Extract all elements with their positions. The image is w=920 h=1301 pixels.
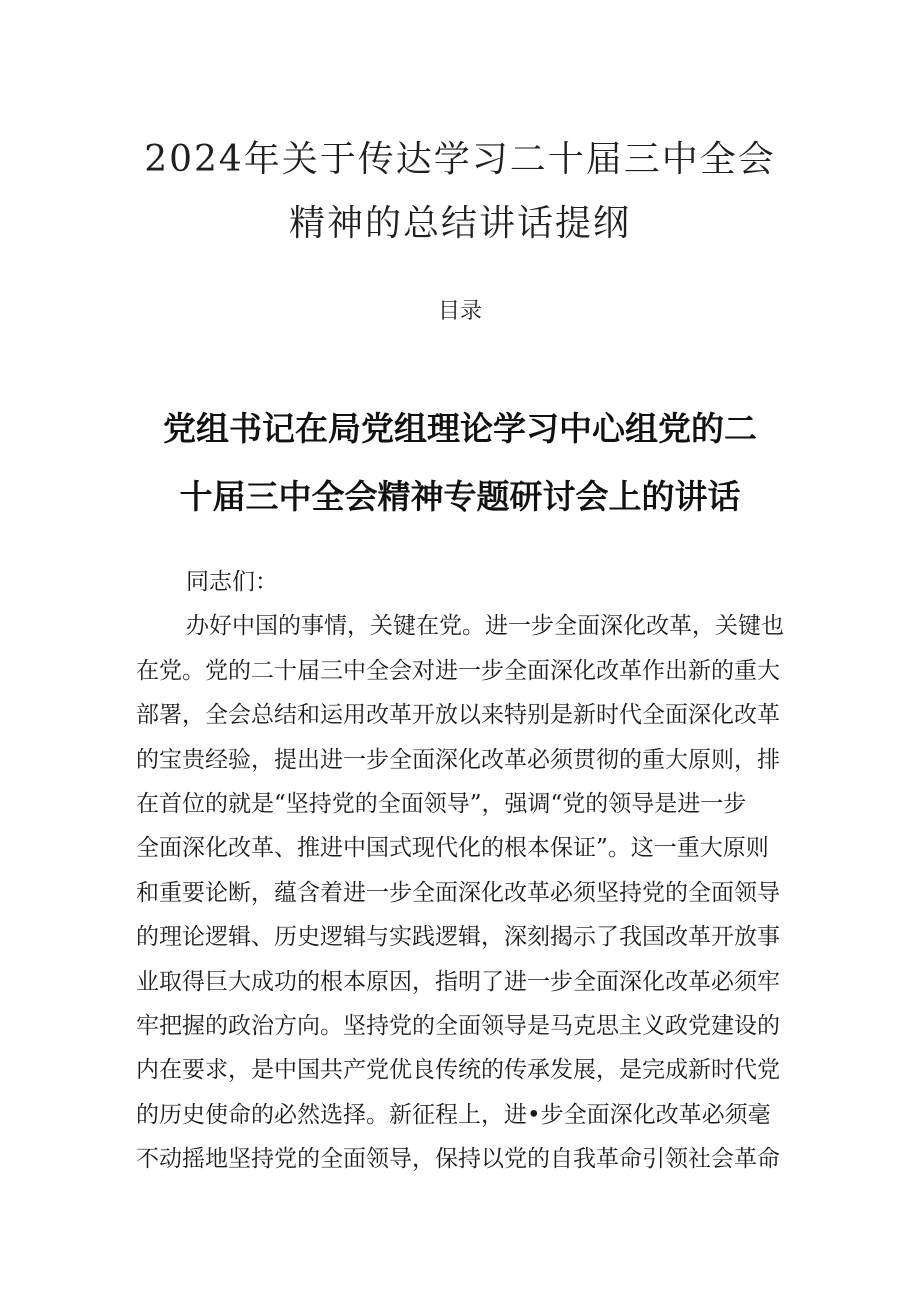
speech-title [0, 395, 920, 531]
paragraph-line: 的历史使命的必然选择。新征程上，进•步全面深化改革必须毫 [136, 1101, 771, 1128]
paragraph-line: 在首位的就是“坚持党的全面领导”，强调“党的领导是进一步 [136, 790, 747, 817]
paragraph-line: 全面深化改革、推进中国式现代化的根本保证”。这一重大原则 [136, 835, 769, 862]
greeting: 同志们： [186, 569, 278, 595]
paragraph-line: 业取得巨大成功的根本原因，指明了进一步全面深化改革必须牢 [136, 968, 780, 995]
speech-body [136, 560, 784, 1181]
paragraph-line: 内在要求，是中国共产党优良传统的传承发展，是完成新时代党 [136, 1057, 780, 1084]
document-title [0, 128, 920, 256]
speech-title-line: 十届三中全会精神专题研讨会上的讲话 [179, 477, 741, 516]
paragraph-line: 的理论逻辑、历史逻辑与实践逻辑，深刻揭示了我国改革开放事 [136, 924, 780, 951]
paragraph-line: 不动摇地坚持党的全面领导，保持以党的自我革命引领社会革命 [136, 1146, 780, 1173]
table-of-contents-label: 目录 [437, 299, 482, 324]
paragraph-line: 在党。党的二十届三中全会对进一步全面深化改革作出新的重大 [136, 657, 780, 684]
paragraph-line: 办好中国的事情，关键在党。进一步全面深化改革，关键也 [186, 613, 784, 640]
document-title-line: 精神的总结讲话提纲 [288, 203, 631, 244]
paragraph-line: 牢把握的政治方向。坚持党的全面领导是马克思主义政党建设的 [136, 1012, 780, 1039]
speech-title-line: 党组书记在局党组理论学习中心组党的二 [163, 409, 757, 448]
paragraph-line: 部署，全会总结和运用改革开放以来特别是新时代全面深化改革 [136, 702, 780, 729]
paragraph-line: 的宝贵经验，提出进一步全面深化改革必须贯彻的重大原则，排 [136, 746, 780, 773]
document-title-line: 2024年关于传达学习二十届三中全会 [144, 139, 776, 180]
paragraph-line: 和重要论断，蕴含着进一步全面深化改革必须坚持党的全面领导 [136, 879, 780, 906]
